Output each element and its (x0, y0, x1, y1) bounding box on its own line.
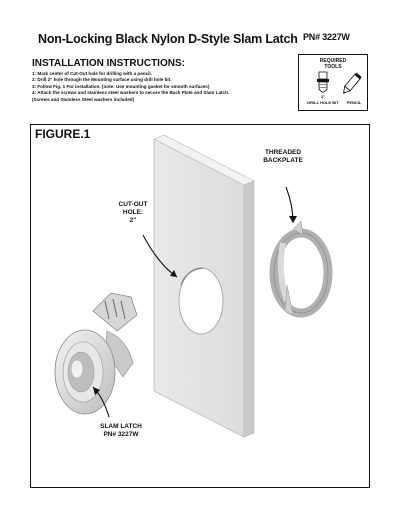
required-tools-box (298, 54, 368, 111)
latch-callout-line1: SLAM LATCH (100, 423, 142, 430)
cutout-callout-line2: HOLE: (122, 209, 144, 216)
cutout-hole (179, 268, 223, 334)
figure-panel (30, 124, 370, 488)
slam-latch-callout (93, 423, 149, 439)
drill-bit-label: DRILL HOLE BIT (307, 100, 339, 105)
instruction-step: 4: Attach the screws and stainless steel washers to secure the Back Plate and Slam Latch. (32, 90, 230, 96)
part-number: PN# 3227W (303, 32, 350, 42)
slam-latch (55, 293, 137, 414)
instruction-step: 1: Mark center of Cut-Out hole for drilling with a pencil. (32, 71, 152, 76)
tools-heading-line2: TOOLS (324, 64, 342, 70)
pencil-label: PENCIL (346, 100, 362, 105)
tools-heading-line1: REQUIRED (319, 58, 347, 64)
instruction-step: (Screws and Stainless Steel washers included) (32, 96, 135, 102)
instructions-list (32, 71, 282, 103)
figure-label: FIGURE.1 (35, 127, 91, 141)
cutout-hole-callout (107, 201, 159, 225)
drill-bit-size: 2" (320, 94, 326, 99)
threaded-backplate (274, 221, 328, 315)
instruction-step: 2: Drill 2" hole through the Mounting surface using drill hole bit. (32, 77, 172, 83)
cutout-callout-line1: CUT-OUT (118, 201, 148, 208)
figure-illustration (31, 125, 371, 489)
cutout-callout-line3: 2" (129, 217, 137, 224)
instruction-step: 3: Follow Fig. 1 For installation. (note: Use mounting gasket for smooth surfaces) (32, 83, 210, 89)
title-text: Non-Locking Black Nylon D-Style Slam Latch (38, 32, 298, 46)
page-title (38, 32, 350, 46)
drill-bit-icon (317, 72, 329, 92)
instructions-heading: INSTALLATION INSTRUCTIONS: (32, 58, 185, 69)
pencil-icon (341, 72, 362, 95)
latch-callout-line2: PN# 3227W (103, 431, 139, 438)
backplate-callout-line1: THREADED (264, 149, 302, 156)
backplate-callout (253, 149, 313, 165)
backplate-callout-line2: BACKPLATE (263, 157, 303, 164)
